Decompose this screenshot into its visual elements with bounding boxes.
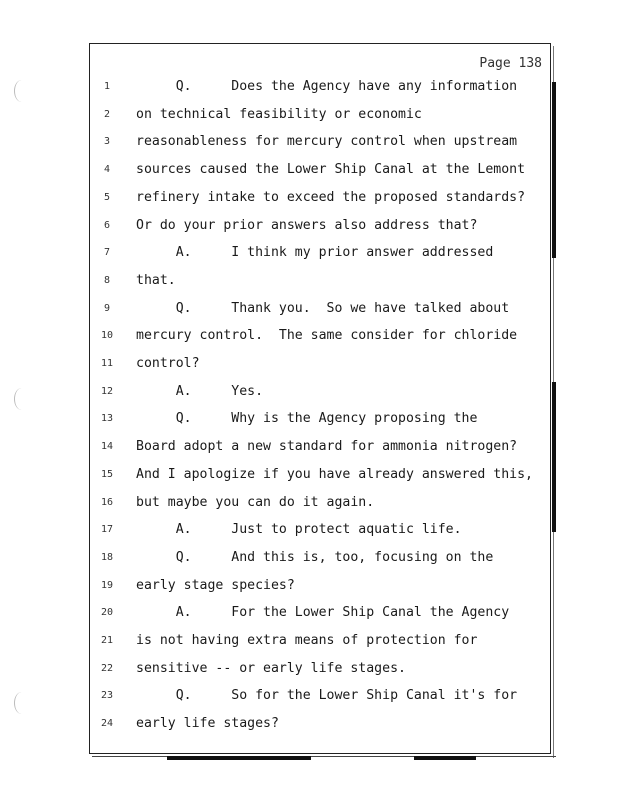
line-text: Q. And this is, too, focusing on the [136, 549, 494, 565]
transcript-line [0, 78, 560, 96]
line-number: 14 [100, 441, 114, 453]
line-text: A. For the Lower Ship Canal the Agency [136, 605, 510, 621]
transcript-line [0, 300, 560, 318]
transcript-line [0, 244, 560, 262]
line-number: 23 [100, 690, 114, 702]
line-number: 11 [100, 358, 114, 369]
line-number: 15 [100, 468, 114, 480]
line-text: sources caused the Lower Ship Canal at the Lemont [136, 162, 526, 178]
page-number: Page 138 [479, 56, 542, 71]
line-text: Or do your prior answers also address that? [136, 217, 478, 233]
line-text: Q. So for the Lower Ship Canal it's for [136, 688, 518, 704]
transcript-line [0, 355, 560, 373]
transcript-line [0, 189, 560, 207]
line-number: 4 [103, 164, 111, 176]
transcript-line [0, 106, 560, 124]
line-number: 3 [103, 136, 111, 148]
line-number: 20 [100, 607, 114, 619]
line-number: 21 [100, 635, 114, 646]
line-number: 2 [103, 108, 111, 120]
line-text: but maybe you can do it again. [136, 494, 375, 510]
line-text: sensitive -- or early life stages. [136, 660, 406, 676]
line-number: 18 [100, 551, 114, 563]
line-text: early life stages? [136, 716, 279, 732]
line-text: Q. Thank you. So we have talked about [136, 300, 510, 316]
line-text: reasonableness for mercury control when upstream [136, 134, 518, 150]
line-text: refinery intake to exceed the proposed standards? [136, 189, 526, 205]
line-number: 1 [103, 81, 111, 92]
transcript-line [0, 272, 560, 290]
transcript-line [0, 383, 560, 401]
bottom-rule [92, 756, 556, 757]
line-text: on technical feasibility or economic [136, 106, 422, 122]
line-text: is not having extra means of protection for [136, 633, 478, 648]
transcript-line [0, 549, 560, 567]
line-text: control? [136, 356, 200, 371]
transcript-line [0, 217, 560, 235]
line-number: 16 [100, 496, 114, 508]
transcript-line [0, 604, 560, 622]
line-number: 24 [100, 718, 114, 730]
line-text: A. Just to protect aquatic life. [136, 522, 462, 538]
line-number: 7 [103, 247, 111, 259]
transcript-line [0, 327, 560, 345]
transcript-line [0, 466, 560, 484]
line-number: 13 [100, 413, 114, 425]
line-text: that. [136, 272, 176, 288]
line-number: 17 [100, 524, 114, 536]
line-text: A. I think my prior answer addressed [136, 245, 494, 261]
transcript-line [0, 410, 560, 428]
transcript-line [0, 660, 560, 678]
line-text: A. Yes. [136, 383, 264, 399]
transcript-line [0, 521, 560, 539]
line-number: 19 [100, 579, 114, 591]
transcript-line [0, 438, 560, 456]
line-number: 9 [103, 302, 111, 314]
line-number: 6 [103, 219, 111, 231]
transcript-line [0, 494, 560, 512]
line-number: 22 [100, 662, 114, 674]
line-text: Q. Why is the Agency proposing the [136, 411, 478, 427]
bottom-bar-left [167, 756, 311, 760]
line-number: 10 [100, 330, 114, 342]
line-text: And I apologize if you have already answered this, [136, 466, 533, 482]
line-number: 12 [100, 385, 114, 397]
line-text: Q. Does the Agency have any information [136, 79, 518, 94]
bottom-bar-right [414, 756, 476, 760]
transcript-line [0, 715, 560, 733]
line-number: 8 [103, 274, 111, 286]
transcript-line [0, 133, 560, 151]
transcript-line [0, 687, 560, 705]
line-text: early stage species? [136, 577, 295, 593]
line-text: Board adopt a new standard for ammonia nitrogen? [136, 439, 518, 455]
line-text: mercury control. The same consider for chloride [136, 328, 518, 344]
line-number: 5 [103, 191, 111, 203]
transcript-line [0, 577, 560, 595]
transcript-line [0, 161, 560, 179]
transcript-line [0, 632, 560, 650]
